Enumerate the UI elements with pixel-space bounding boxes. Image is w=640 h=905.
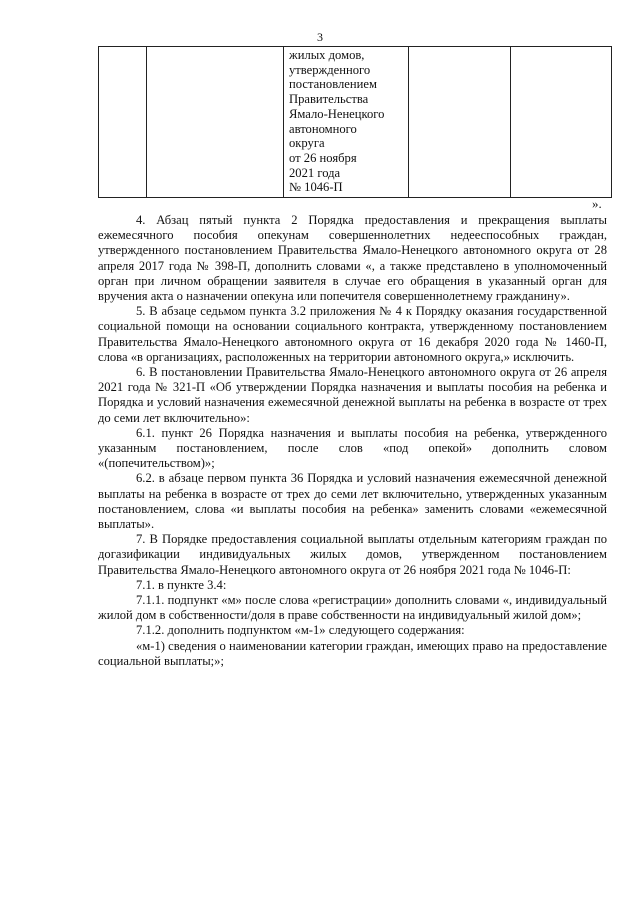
paragraph-6-1: 6.1. пункт 26 Порядка назначения и выплаты пособия на ребенка, утвержденного указанным постановлением, после слов «под опекой» дополнить словом «(попечительством)»;	[98, 425, 607, 471]
paragraph-7-1-1: 7.1.1. подпункт «м» после слова «регистрации» дополнить словами «, индивидуальный жилой дом в собственности/доля в праве собственности на индивидуальный жилой дом»;	[98, 593, 607, 623]
cell-line: Ямало-Ненецкого	[289, 106, 385, 121]
document-body	[98, 213, 607, 669]
cell-line: утвержденного	[289, 62, 371, 77]
cell-line: № 1046-П	[289, 180, 343, 195]
paragraph-7: 7. В Порядке предоставления социальной выплаты отдельным категориям граждан по догазификации индивидуальных жилых домов, утвержденном постановлением Правительства Ямало-Ненецкого автономного округа от 26 ноября 2021 года № 1046-П:	[98, 532, 607, 577]
table-cell-category	[147, 47, 284, 198]
cell-line: Правительства	[289, 92, 369, 107]
table-cell-empty	[511, 47, 612, 198]
cell-line: 2021 года	[289, 165, 341, 180]
cell-line: жилых домов,	[289, 48, 365, 62]
paragraph-m-1: «м-1) сведения о наименовании категории граждан, имеющих право на предоставление социальной выплаты;»;	[98, 638, 607, 668]
cell-line: округа	[289, 136, 325, 151]
paragraph-6-2: 6.2. в абзаце первом пункта 36 Порядка и условий назначения ежемесячной денежной выплаты на ребенка в возрасте от трех до семи лет включительно, утвержденных указанным постановлением, слова «и выплаты пособия на ребенка» заменить словами «ежемесячной выплаты».	[98, 471, 607, 532]
paragraph-5: 5. В абзаце седьмом пункта 3.2 приложения № 4 к Порядку оказания государственной социальной помощи на основании социального контракта, утвержденному постановлением Правительства Ямало-Ненецкого автономного округа от 16 декабря 2020 года № 1460-П, слова «в организациях, расположенных на территории автономного округа,» исключить.	[98, 304, 607, 364]
paragraph-7-1-2: 7.1.2. дополнить подпунктом «м-1» следующего содержания:	[136, 623, 465, 638]
paragraph-6: 6. В постановлении Правительства Ямало-Ненецкого автономного округа от 26 апреля 2021 года № 321-П «Об утверждении Порядка назначения и выплаты пособия на ребенка и Порядка и условий назначения ежемесячной денежной выплаты на ребенка в возрасте от трех до семи лет включительно»:	[98, 365, 607, 425]
cell-line: постановлением	[289, 77, 377, 92]
paragraph-4: 4. Абзац пятый пункта 2 Порядка предоставления и прекращения выплаты ежемесячного пособия опекунам совершеннолетних недееспособных граждан, утвержденного постановлением Правительства Ямало-Ненецкого автономного округа от 28 апреля 2017 года № 398-П, дополнить словами «, а также представлено в уполномоченный орган при личном обращении заявителя в случае его обращения в указанный орган для вручения акта о назначении опекуна или попечителя совершеннолетнему гражданину».	[98, 213, 607, 304]
table-row	[99, 47, 612, 198]
legal-act-text	[284, 47, 408, 197]
table-cell-number	[99, 47, 147, 198]
table-cell-legal-act	[284, 47, 409, 198]
cell-line: от 26 ноября	[289, 150, 357, 165]
table-cell-empty	[409, 47, 511, 198]
continued-table	[98, 46, 612, 198]
paragraph-7-1: 7.1. в пункте 3.4:	[136, 577, 227, 592]
cell-line: автономного	[289, 121, 357, 136]
page-number: 3	[317, 30, 323, 44]
closing-quote: ».	[592, 196, 602, 211]
